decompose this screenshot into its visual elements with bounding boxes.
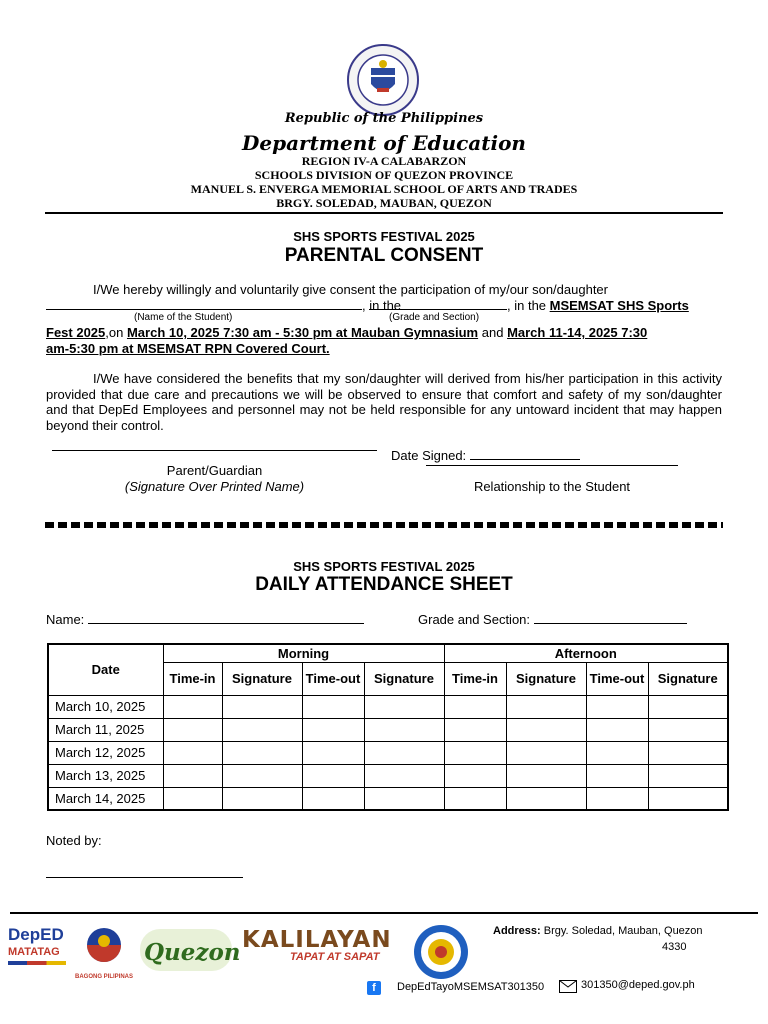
table-row — [48, 764, 728, 787]
consent-paragraph-1-dates — [46, 325, 722, 357]
date-signed-field — [391, 448, 580, 463]
kalilayan-logo-text: KALILAYAN — [242, 927, 392, 953]
cell[interactable] — [222, 764, 302, 787]
tapat-logo-text: TAPAT AT SAPAT — [290, 951, 380, 963]
cell[interactable] — [364, 718, 444, 741]
cell[interactable] — [163, 764, 222, 787]
bagong-pilipinas-text: BAGONG PILIPINAS — [74, 974, 133, 980]
name-blank[interactable] — [88, 623, 364, 624]
consent-event-title: SHS SPORTS FESTIVAL 2025 — [293, 229, 475, 244]
cell[interactable] — [222, 741, 302, 764]
date-msemsat: March 11-14, 2025 7:30 — [507, 325, 648, 340]
cell[interactable] — [506, 741, 586, 764]
attendance-name-field — [46, 612, 364, 627]
footer-divider — [10, 912, 758, 914]
date-cell: March 13, 2025 — [48, 764, 163, 787]
name-label: Name: — [46, 612, 85, 627]
cell[interactable] — [506, 695, 586, 718]
and-text: and — [481, 325, 504, 340]
footer-address — [493, 925, 703, 937]
cell[interactable] — [222, 695, 302, 718]
deped-seal-icon — [347, 44, 419, 116]
cut-line-divider — [45, 522, 723, 528]
email-address[interactable]: 301350@deped.gov.ph — [581, 979, 695, 991]
parent-signature-line[interactable] — [52, 450, 377, 451]
afternoon-time-in-header: Time-in — [444, 662, 506, 695]
school-address: BRGY. SOLEDAD, MAUBAN, QUEZON — [276, 196, 492, 210]
cell[interactable] — [506, 718, 586, 741]
cell[interactable] — [163, 787, 222, 810]
attendance-title: DAILY ATTENDANCE SHEET — [255, 574, 513, 595]
footer-zip: 4330 — [662, 941, 687, 953]
student-name-blank[interactable] — [46, 309, 362, 310]
date-cell: March 14, 2025 — [48, 787, 163, 810]
attendance-table — [47, 643, 729, 811]
deped-quezon-logo — [140, 925, 241, 977]
republic-heading: Republic of the Philippines — [284, 111, 484, 126]
date-msemsat-cont: am-5:30 pm at MSEMSAT RPN Covered Court. — [46, 341, 330, 356]
relationship-line[interactable] — [426, 465, 678, 466]
cell[interactable] — [586, 695, 648, 718]
cell[interactable] — [648, 718, 728, 741]
date-cell: March 11, 2025 — [48, 718, 163, 741]
cell[interactable] — [302, 695, 364, 718]
address-label: Address: — [493, 925, 541, 937]
attendance-grade-field — [418, 612, 687, 627]
date-header: Date — [48, 644, 163, 695]
cell[interactable] — [364, 741, 444, 764]
address-value: Brgy. Soledad, Mauban, Quezon — [543, 925, 703, 937]
cell[interactable] — [302, 787, 364, 810]
consent-title: PARENTAL CONSENT — [284, 245, 484, 266]
cell[interactable] — [163, 718, 222, 741]
table-row — [48, 741, 728, 764]
cell[interactable] — [163, 741, 222, 764]
cell[interactable] — [444, 695, 506, 718]
matatag-stripe — [8, 961, 66, 965]
cell[interactable] — [648, 764, 728, 787]
cell[interactable] — [444, 764, 506, 787]
parent-guardian-label: Parent/Guardian — [166, 463, 263, 478]
grade-section-blank[interactable] — [369, 309, 507, 310]
grade-blank[interactable] — [534, 623, 687, 624]
header-divider — [45, 212, 723, 214]
relationship-label: Relationship to the Student — [473, 479, 631, 494]
cell[interactable] — [444, 787, 506, 810]
date-mauban: March 10, 2025 7:30 am - 5:30 pm at Mauban Gymnasium — [126, 325, 479, 340]
morning-signature-header: Signature — [222, 662, 302, 695]
cell[interactable] — [444, 718, 506, 741]
school-name: MANUEL S. ENVERGA MEMORIAL SCHOOL OF ARTS AND TRADES — [190, 182, 578, 196]
cell[interactable] — [302, 741, 364, 764]
afternoon-signature-out-header: Signature — [648, 662, 728, 695]
facebook-handle[interactable]: DepEdTayoMSEMSAT301350 — [397, 981, 545, 993]
date-signed-blank[interactable] — [470, 459, 580, 460]
cell[interactable] — [648, 741, 728, 764]
morning-signature-out-header: Signature — [364, 662, 444, 695]
morning-time-in-header: Time-in — [163, 662, 222, 695]
fest-2025: Fest 2025 — [46, 325, 106, 340]
email-icon — [559, 980, 577, 993]
date-signed-label: Date Signed: — [391, 448, 467, 463]
cell[interactable] — [222, 787, 302, 810]
date-cell: March 10, 2025 — [48, 695, 163, 718]
cell[interactable] — [222, 718, 302, 741]
matatag-logo-text: MATATAG — [8, 946, 60, 958]
cell[interactable] — [586, 764, 648, 787]
on-text: ,on — [105, 325, 124, 340]
grade-section-label: (Grade and Section) — [389, 312, 480, 323]
grade-label: Grade and Section: — [418, 612, 531, 627]
cell[interactable] — [364, 764, 444, 787]
bagong-pilipinas-logo — [74, 925, 134, 980]
division-text: SCHOOLS DIVISION OF QUEZON PROVINCE — [254, 168, 514, 182]
consent-paragraph-2: I/We have considered the benefits that my son/daughter will derived from his/her participation in this activity provided that due care and precautions we will be observed to ensure that comfort and safety of my son/daughter and that DepEd Employees and personnel may not be held responsible for any untoward incident that may happen beyond their control. — [46, 371, 722, 433]
kalilayan-logo — [242, 925, 406, 977]
consent-paragraph-1-line1: I/We hereby willingly and voluntarily give consent the participation of my/our son/daughter — [93, 282, 608, 297]
attendance-event-title: SHS SPORTS FESTIVAL 2025 — [293, 559, 475, 574]
bagong-pilipinas-icon — [74, 925, 134, 969]
cell[interactable] — [586, 741, 648, 764]
table-row — [48, 695, 728, 718]
table-row — [48, 718, 728, 741]
quezon-logo-text: Quezon — [144, 939, 241, 966]
facebook-icon: f — [367, 981, 381, 995]
department-heading: Department of Education — [242, 131, 526, 155]
name-of-student-label: (Name of the Student) — [134, 312, 233, 323]
event-name-bold: MSEMSAT SHS Sports — [549, 298, 689, 313]
noted-by-signature-line[interactable] — [46, 877, 243, 878]
noted-by-label: Noted by: — [46, 833, 102, 848]
morning-header: Morning — [163, 644, 444, 662]
cell[interactable] — [302, 718, 364, 741]
cell[interactable] — [648, 695, 728, 718]
region-text: REGION IV-A CALABARZON — [301, 154, 467, 168]
cell[interactable] — [586, 718, 648, 741]
school-seal-icon — [413, 924, 469, 980]
morning-time-out-header: Time-out — [302, 662, 364, 695]
afternoon-signature-header: Signature — [506, 662, 586, 695]
afternoon-header: Afternoon — [444, 644, 728, 662]
deped-logo-text: DepED — [8, 925, 64, 944]
cell[interactable] — [364, 695, 444, 718]
deped-matatag-logo — [8, 925, 66, 977]
table-row — [48, 787, 728, 810]
afternoon-time-out-header: Time-out — [586, 662, 648, 695]
date-cell: March 12, 2025 — [48, 741, 163, 764]
cell[interactable] — [302, 764, 364, 787]
cell[interactable] — [163, 695, 222, 718]
comma-in-the: , in the — [362, 298, 402, 313]
in-the-text: , in the — [507, 298, 550, 313]
cell[interactable] — [364, 787, 444, 810]
signature-over-name-label: (Signature Over Printed Name) — [124, 479, 305, 494]
cell[interactable] — [506, 787, 586, 810]
cell[interactable] — [586, 787, 648, 810]
cell[interactable] — [648, 787, 728, 810]
cell[interactable] — [444, 741, 506, 764]
cell[interactable] — [506, 764, 586, 787]
